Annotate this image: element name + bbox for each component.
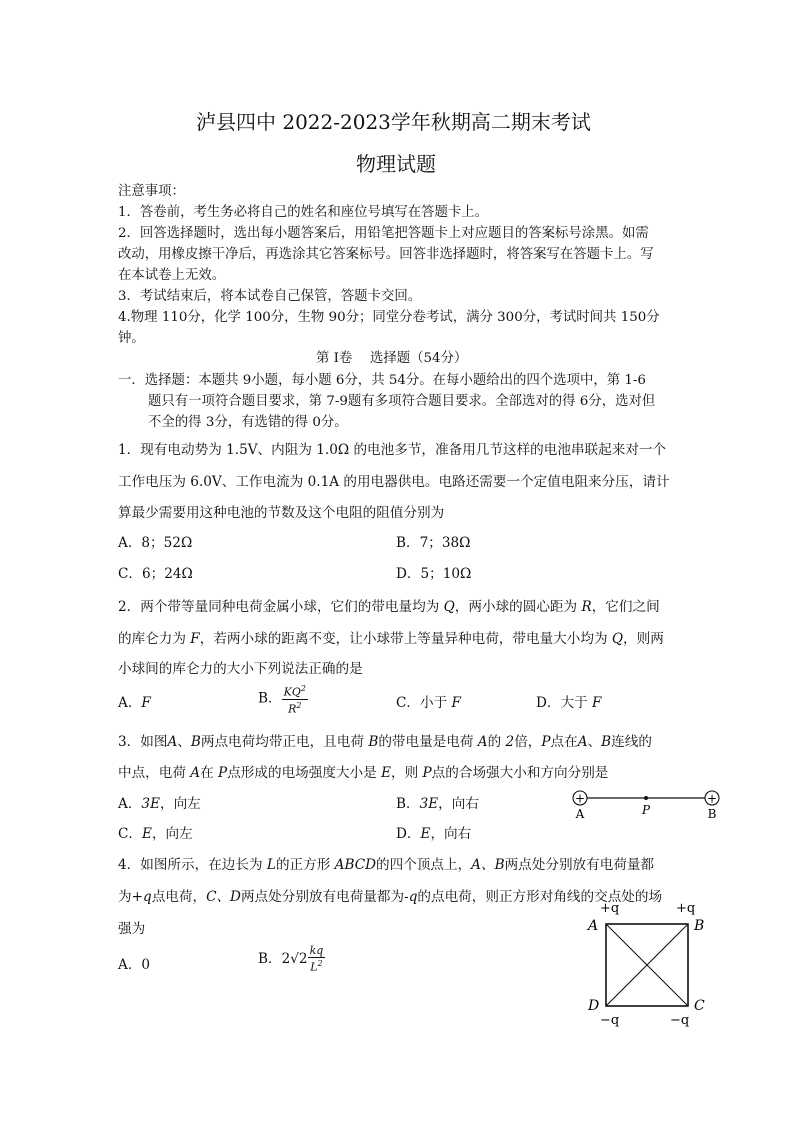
instruction-line: 一．选择题：本题共 9小题，每小题 6分，共 54分。在每小题给出的四个选项中，第 1-6 — [118, 373, 646, 388]
charge-c-label: −q — [670, 1013, 690, 1028]
point-p-dot — [644, 796, 648, 800]
label-p: P — [641, 803, 651, 817]
label-a: A — [575, 807, 585, 821]
q1-line: 工作电压为 6.0V、工作电流为 0.1A 的用电器供电。电路还需要一个定值电阻来分压，请计 — [118, 474, 670, 490]
vertex-d: D — [588, 998, 600, 1014]
section-title: 第 I卷 选择题（54分） — [316, 351, 468, 366]
q1-option-b: B．7；38Ω — [396, 535, 471, 551]
q2-option-b: B． $\frac{KQ^2}{R^2}$ — [258, 684, 306, 716]
formula-kq-over-l2: $\frac{kq}{L^2}$ — [309, 944, 324, 974]
label-b: B — [707, 807, 717, 821]
charge-a-plus: + — [574, 791, 586, 806]
charge-b-label: +q — [676, 901, 696, 916]
charge-d-label: −q — [600, 1013, 620, 1028]
exam-title: 泸县四中 2022-2023学年秋期高二期末考试 — [196, 110, 591, 134]
notice-line: 1．答卷前，考生务必将自己的姓名和座位号填写在答题卡上。 — [118, 205, 489, 220]
charge-a-label: +q — [600, 901, 620, 916]
q3-option-c: C．E，向左 — [118, 826, 193, 842]
q2-option-a: A．F — [118, 695, 151, 711]
notice-line: 钟。 — [118, 331, 145, 346]
q3-option-a: A．3E，向左 — [118, 796, 201, 812]
q1-option-a: A．8；52Ω — [118, 535, 193, 551]
q4-line: 强为 — [118, 921, 146, 937]
notice-line: 3．考试结束后，将本试卷自己保管，答题卡交回。 — [118, 289, 422, 304]
vertex-c: C — [694, 998, 705, 1014]
q3-option-b: B．3E，向右 — [396, 796, 479, 812]
q2-option-c: C．小于 F — [396, 695, 461, 711]
charge-b-plus: + — [706, 791, 718, 806]
q4-option-a: A．0 — [118, 957, 151, 973]
q4-line: 4．如图所示，在边长为 L的正方形 ABCD的四个顶点上，A、B两点处分别放有电荷量都 — [118, 857, 655, 873]
q3-line: 3．如图A、B两点电荷均带正电，且电荷 B的带电量是电荷 A的 2倍，P点在A、B连线的 — [118, 734, 652, 750]
q1-line: 1．现有电动势为 1.5V、内阻为 1.0Ω 的电池多节，准备用几节这样的电池串联起来对一个 — [118, 442, 667, 458]
q3-option-d: D．E，向右 — [396, 826, 472, 842]
q4-option-b: B．2√2 $\frac{kq}{L^2}$ — [258, 944, 324, 974]
section-instructions — [118, 370, 655, 433]
instruction-line: 题只有一项符合题目要求，第 7-9题有多项符合题目要求。全部选对的得 6分，选对但 — [148, 394, 656, 409]
instruction-line: 不全的得 3分，有选错的得 0分。 — [148, 415, 348, 430]
q1-option-d: D．5；10Ω — [396, 566, 472, 582]
notice-line: 在本试卷上无效。 — [118, 268, 226, 283]
q3-line: 中点，电荷 A在 P点形成的电场强度大小是 E，则 P点的合场强大小和方向分别是 — [118, 765, 609, 781]
vertex-a: A — [588, 918, 599, 934]
notice-line: 2．回答选择题时，选出每小题答案后，用铅笔把答题卡上对应题目的答案标号涂黑。如需 — [118, 226, 649, 241]
q3-charge-diagram — [566, 786, 726, 822]
q4-line: 为+q点电荷，C、D两点处分别放有电荷量都为-q的点电荷，则正方形对角线的交点处的场 — [118, 889, 663, 905]
notice-line: 4.物理 110分，化学 100分，生物 90分；同堂分卷考试，满分 300分，考试时间共 150分 — [118, 310, 660, 325]
vertex-b: B — [694, 918, 705, 934]
coef-2root2: 2√2 — [281, 950, 308, 967]
exam-subtitle: 物理试题 — [356, 152, 436, 176]
q1-option-c: C．6；24Ω — [118, 566, 193, 582]
notice-block — [118, 181, 660, 349]
q2-line: 的库仑力为 F，若两小球的距离不变，让小球带上等量异种电荷，带电量大小均为 Q，则两 — [118, 631, 664, 647]
formula-kq2-over-r2: $\frac{KQ^2}{R^2}$ — [283, 684, 306, 716]
notice-line: 改动，用橡皮擦干净后，再选涂其它答案标号。回答非选择题时，将答案写在答题卡上。写 — [118, 247, 654, 262]
q1-line: 算最少需要用这种电池的节数及这个电阻的阻值分别为 — [118, 505, 445, 521]
q2-line: 2．两个带等量同种电荷金属小球，它们的带电量均为 Q，两小球的圆心距为 R，它们之间 — [118, 599, 660, 615]
q2-line: 小球间的库仑力的大小下列说法正确的是 — [118, 661, 363, 677]
q2-option-d: D．大于 F — [536, 695, 602, 711]
q4-square-diagram — [584, 898, 714, 1030]
notice-heading: 注意事项： — [118, 184, 185, 199]
